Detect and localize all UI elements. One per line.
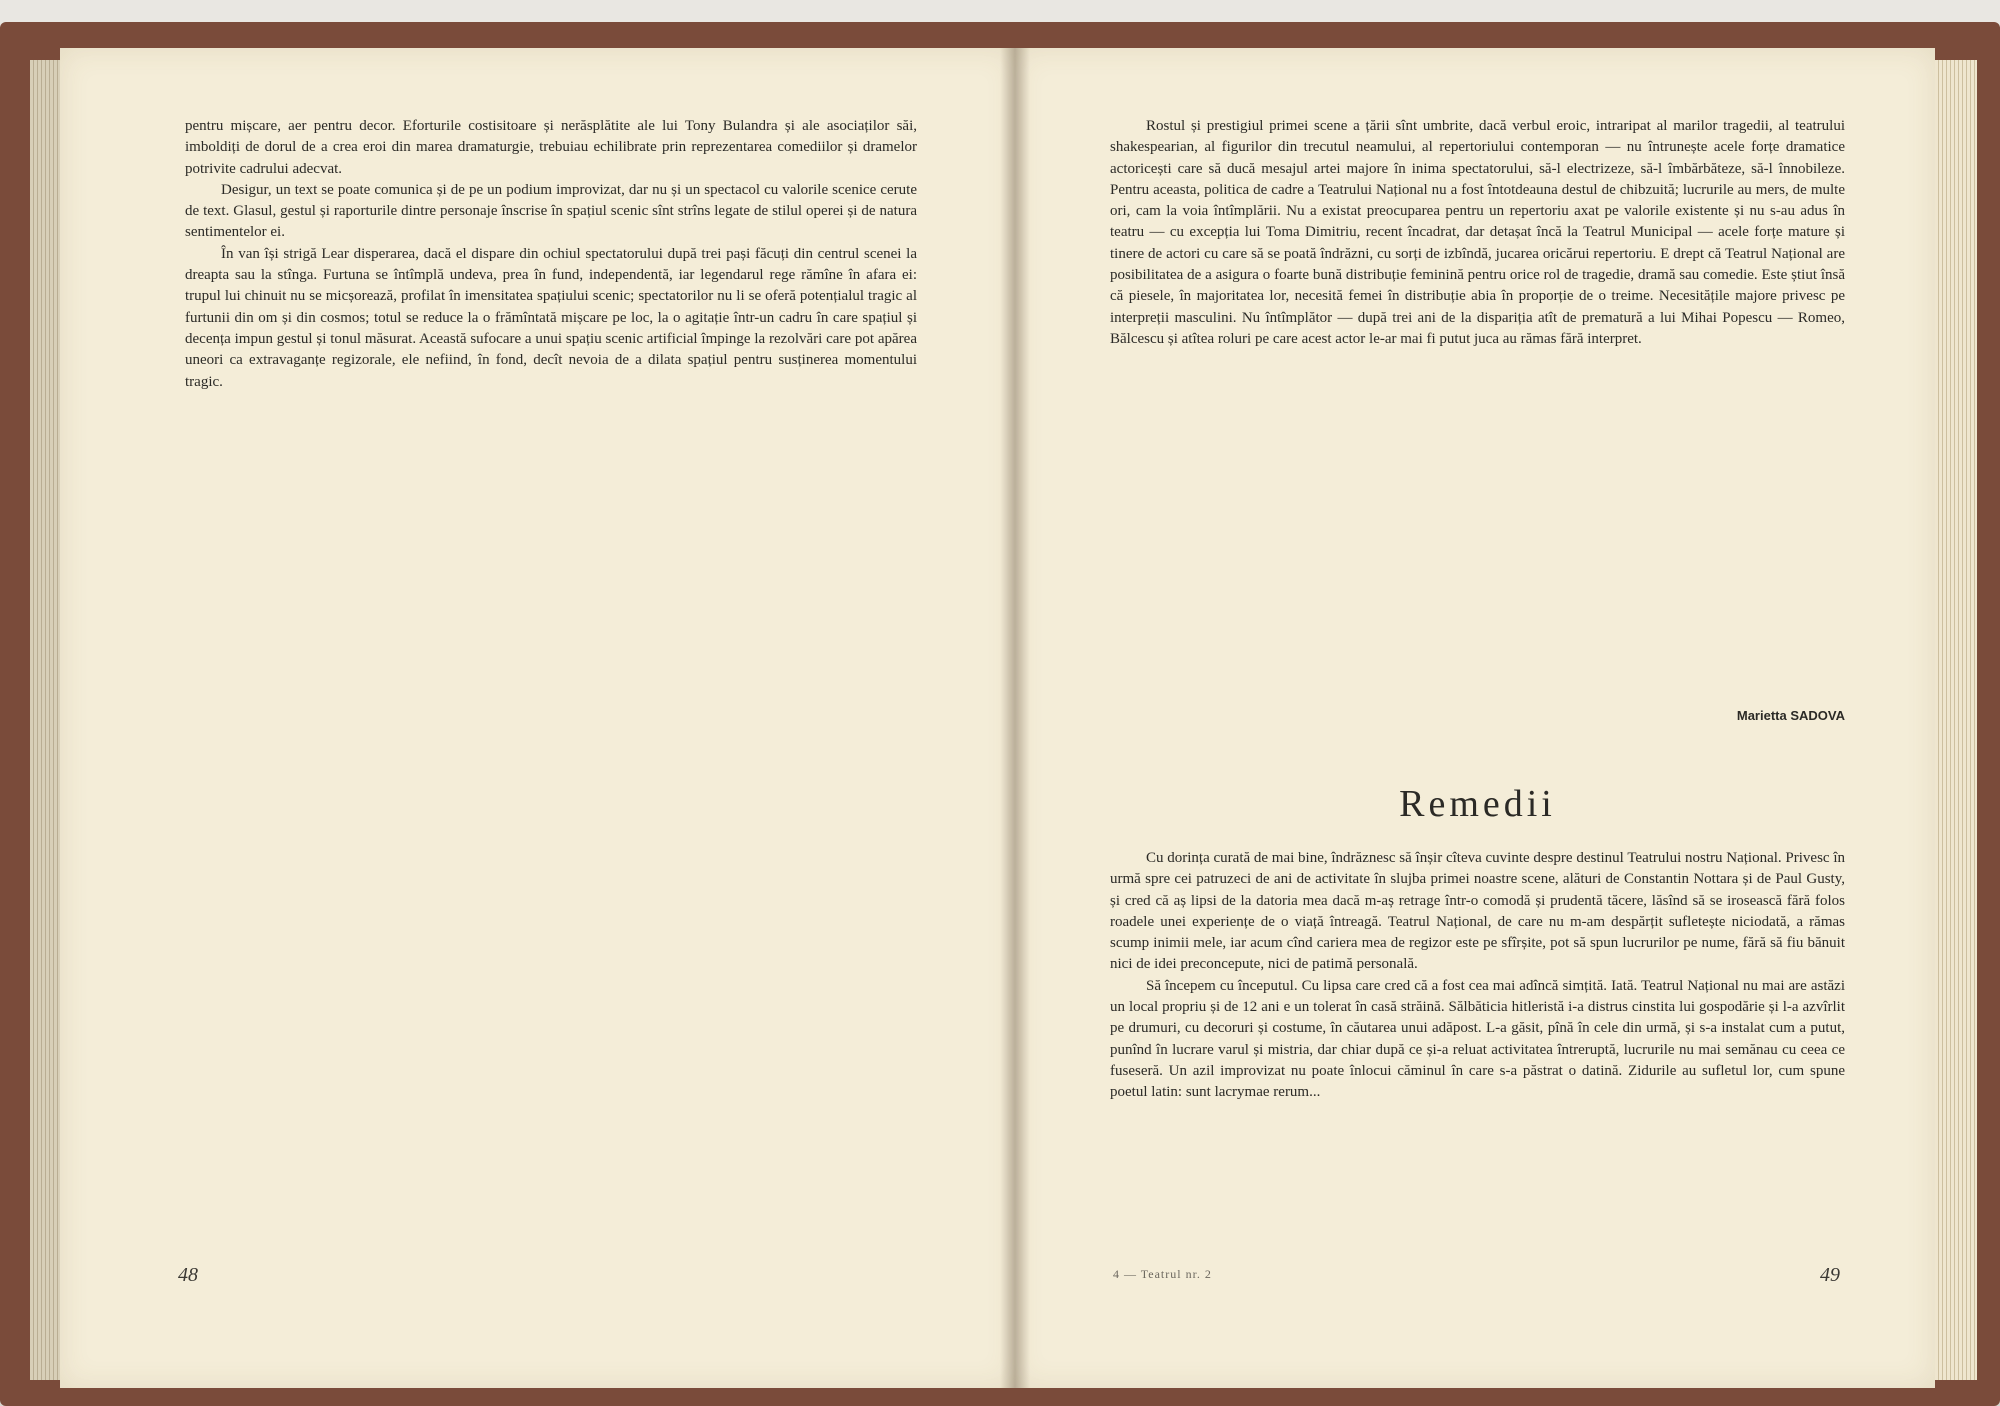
page-number-left: 48 xyxy=(178,1264,198,1286)
left-page-body xyxy=(185,116,917,393)
left-paragraph: În van își strigă Lear disperarea, dacă el dispare din ochiul spectatorului după trei pași făcuți din centrul scenei la dreapta sau la stînga. Furtuna se întîmplă undeva, prea în fund, independentă, iar legendarul rege rămîne în afara ei: trupul lui chinuit nu se micșorează, profilat în imensitatea spațiului scenic; spectatorilor nu li se oferă potențialul tragic al furtunii din om și din cosmos; totul se reduce la o frămîntată mișcare pe loc, la o agitație într-un cadru în care spațiul și decența impun gestul și tonul măsurat. Această sufocare a unui spațiu scenic artificial împinge la rezolvări care pot apărea uneori ca extravaganțe regizorale, ele nefiind, în fond, decît nevoia de a dilata spațiul pentru susținerea momentului tragic. xyxy=(185,245,917,390)
article-signature: Marietta SADOVA xyxy=(1736,708,1845,723)
right-paragraph: Rostul și prestigiul primei scene a țării sînt umbrite, dacă verbul eroic, intraripat al marilor tragedii, al teatrului shakespearian, al figurilor din trecutul neamului, al repertoriului contemporan — nu întrunește acele forțe dramatice actoricești care să ducă mesajul artei majore în inima spectatorului, să-l electrizeze, să-l îmbărbăteze, să-l înnobileze. Pentru aceasta, politica de cadre a Teatrului Național nu a fost întotdeauna destul de chibzuită; lucrurile au mers, de multe ori, cam la voia întîmplării. Nu a existat preocuparea pentru un repertoriu axat pe valorile existente și nu s-au adus în teatru — cu excepția lui Toma Dimitriu, recent încadrat, dar detașat încă la Teatrul Municipal — acele forțe mature și tinere de actori cu care să se poată îndrăzni, cu sorți de izbîndă, jucarea oricărui repertoriu. E drept că Teatrul Național are posibilitatea de a asigura o foarte bună distribuție feminină pentru orice rol de tragedie, dramă sau comedie. Este știut însă că piesele, în majoritatea lor, necesită femei în distribuție abia în proporție de o treime. Necesitățile majore privesc pe interpreții masculini. Nu întîmplător — după trei ani de la dispariția atît de prematură a lui Mihai Popescu — Romeo, Bălcescu și atîtea roluri pe care acest actor le-ar mai fi putut juca au rămas fără interpret. xyxy=(1110,118,1845,347)
remedii-paragraph: Să începem cu începutul. Cu lipsa care cred că a fost cea mai adîncă simțită. Iată. Teatrul Național nu mai are astăzi un local propriu și de 12 ani e un tolerat în casă străină. Sălbăticia hitleristă i-a distrus cinstita lui gospodărie și l-a azvîrlit pe drumuri, cu decoruri și costume, în căutarea unui adăpost. L-a găsit, pînă în cele din urmă, și s-a instalat cum a putut, punînd în lucrare varul și mistria, dar chiar după ce și-a reluat activitatea întreruptă, lucrurile nu mai semănau cu ceea ce fuseseră. Un azil improvizat nu poate înlocui căminul în care s-a păstrat o datină. Zidurile au sufletul lor, cum spune poetul latin: sunt lacrymae rerum... xyxy=(1110,977,1845,1101)
section-title: Remedii xyxy=(1399,783,1556,825)
page-number-right: 49 xyxy=(1820,1264,1840,1286)
right-page-edges xyxy=(1935,60,1977,1380)
book-gutter xyxy=(1000,48,1030,1388)
remedii-body xyxy=(1110,848,1845,1104)
left-paragraph: Desigur, un text se poate comunica și de pe un podium improvizat, dar nu și un spectacol cu valorile scenice cerute de text. Glasul, gestul și raporturile dintre personaje înscrise în spațiul scenic sînt strîns legate de stilul operei și de natura sentimentelor ei. xyxy=(185,181,917,241)
signature-mark: 4 — Teatrul nr. 2 xyxy=(1113,1267,1212,1281)
remedii-paragraph: Cu dorința curată de mai bine, îndrăznesc să înșir cîteva cuvinte despre destinul Teatrului nostru Național. Privesc în urmă spre cei patruzeci de ani de activitate în slujba primei noastre scene, alături de Constantin Nottara și de Paul Gusty, și cred că aș lipsi de la datoria mea dacă m-aș retrage într-o comodă și prudentă tăcere, lăsînd să se irosească fără folos roadele unei experiențe de o viață întreagă. Teatrul Național, de care nu m-am despărțit sufletește niciodată, a rămas scump inimii mele, iar acum cînd cariera mea de regizor este pe sfîrșite, pot să spun lucrurilor pe nume, fără să fiu bănuit nici de idei preconcepute, nici de patimă personală. xyxy=(1110,850,1845,973)
left-paragraph: pentru mișcare, aer pentru decor. Eforturile costisitoare și nerăsplătite ale lui Tony Bulandra și ale asociaților săi, imboldiți de dorul de a crea eroi din marea dramaturgie, trebuiau echilibrate prin reprezentarea comediilor și dramelor potrivite cadrului adecvat. xyxy=(185,118,917,177)
right-page-body xyxy=(1110,116,1845,350)
left-page-edges xyxy=(30,60,62,1380)
